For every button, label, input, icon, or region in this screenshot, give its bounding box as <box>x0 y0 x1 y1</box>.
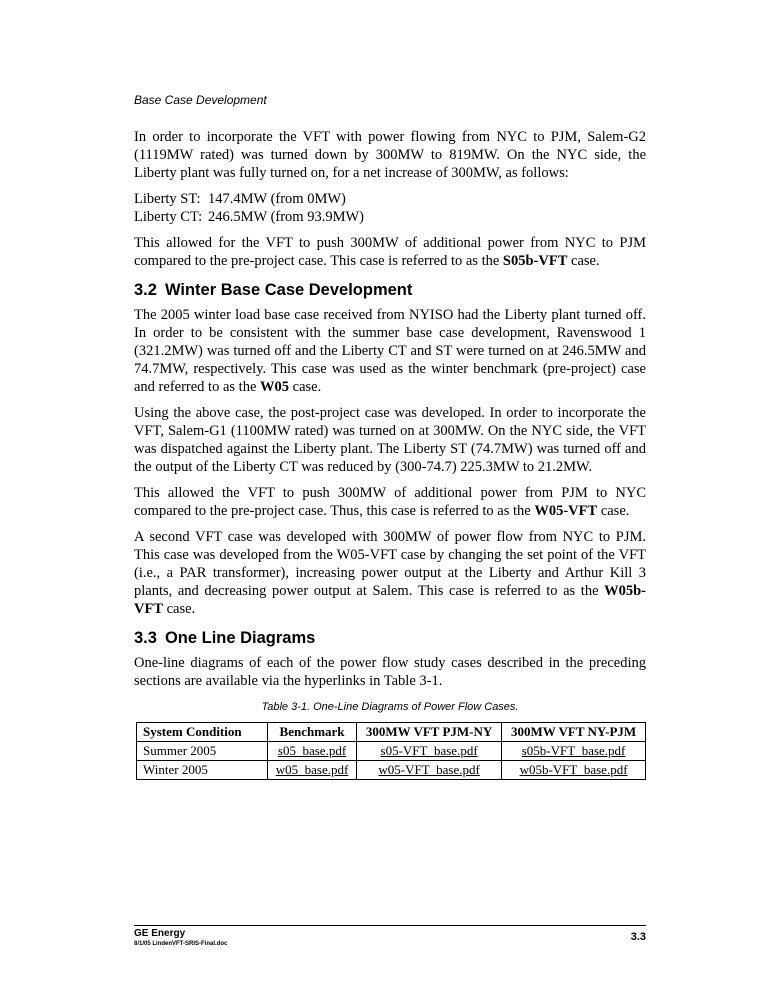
ny-pjm-link-cell <box>502 761 646 780</box>
footer-left <box>134 928 227 948</box>
benchmark-link-cell <box>268 761 357 780</box>
spec-label: Liberty CT: <box>134 209 203 225</box>
section-number: 3.2 <box>134 281 157 299</box>
paragraph-text: case. <box>567 253 600 269</box>
section-heading-3-2 <box>134 280 646 300</box>
spec-value: 147.4MW (from 0MW) <box>208 191 346 207</box>
system-condition-cell: Summer 2005 <box>137 742 268 761</box>
pdf-link[interactable]: s05b-VFT_base.pdf <box>521 743 626 758</box>
spec-value: 246.5MW (from 93.9MW) <box>208 209 364 225</box>
pdf-link[interactable]: w05_base.pdf <box>275 762 349 777</box>
case-name: S05b-VFT <box>502 253 568 269</box>
pdf-link[interactable]: s05-VFT_base.pdf <box>380 743 478 758</box>
table-row <box>137 761 646 780</box>
spec-row <box>134 208 646 226</box>
section-title: Winter Base Case Development <box>164 281 413 299</box>
s05b-paragraph <box>134 234 646 270</box>
winter-paragraph-2: Using the above case, the post-project case was developed. In order to incorporate the VFT, Salem-G1 (1100MW rated) was turned on at 300MW. On the NYC side, the VFT was dispatched against the Liberty plant. The Liberty ST (74.7MW) was turned off and the output of the Liberty CT was reduced by (300-74.7) 225.3MW to 21.2MW. <box>134 405 646 475</box>
column-header: Benchmark <box>268 723 357 742</box>
paragraph-text: This allowed the VFT to push 300MW of additional power from PJM to NYC compared to the pre-project case. Thus, this case is referred to as the <box>134 485 646 519</box>
running-header: Base Case Development <box>134 93 267 107</box>
case-name: W05b-VFT <box>134 583 646 617</box>
pjm-ny-link-cell <box>357 742 502 761</box>
winter-paragraph-1 <box>134 306 646 396</box>
pdf-link[interactable]: w05b-VFT_base.pdf <box>519 762 628 777</box>
table-header-row <box>137 723 646 742</box>
paragraph-text: The 2005 winter load base case received from NYISO had the Liberty plant turned off. In order to be consistent with the summer base case development, Ravenswood 1 (321.2MW) was turned off and the Liberty CT and ST were turned on at 246.5MW and 74.7MW, respectively. This case was used as the winter benchmark (pre-project) case and referred to as the <box>134 307 646 395</box>
pdf-link[interactable]: w05-VFT_base.pdf <box>378 762 480 777</box>
winter-paragraph-4 <box>134 528 646 618</box>
table-caption: Table 3-1. One-Line Diagrams of Power Flow Cases. <box>261 701 519 713</box>
pjm-ny-link-cell <box>357 761 502 780</box>
column-header: System Condition <box>137 723 268 742</box>
liberty-output-list <box>134 190 646 226</box>
paragraph-text: case. <box>597 503 630 519</box>
column-header: 300MW VFT NY-PJM <box>502 723 646 742</box>
spec-row <box>134 190 646 208</box>
one-line-paragraph: One-line diagrams of each of the power flow study cases described in the preceding sections are available via the hyperlinks in Table 3-1. <box>134 655 646 689</box>
footer-filename: 8/1/05 LindenVFT-SRIS-Final.doc <box>134 941 228 947</box>
case-name: W05 <box>260 379 290 395</box>
benchmark-link-cell <box>268 742 357 761</box>
one-line-diagrams-table <box>136 722 646 780</box>
page-number: 3.3 <box>630 931 646 943</box>
paragraph-text: case. <box>289 379 322 395</box>
winter-paragraph-3 <box>134 484 646 520</box>
paragraph-text: This allowed for the VFT to push 300MW of additional power from NYC to PJM compared to the pre-project case. This case is referred to as the <box>134 235 646 269</box>
system-condition-cell: Winter 2005 <box>137 761 268 780</box>
body-text <box>134 128 646 780</box>
section-number: 3.3 <box>134 629 157 647</box>
footer-rule <box>134 925 646 926</box>
intro-paragraph: In order to incorporate the VFT with power flowing from NYC to PJM, Salem-G2 (1119MW rated) was turned down by 300MW to 819MW. On the NYC side, the Liberty plant was fully turned on, for a net increase of 300MW, as follows: <box>134 129 646 181</box>
paragraph-text: A second VFT case was developed with 300MW of power flow from NYC to PJM. This case was developed from the W05-VFT case by changing the set point of the VFT (i.e., a PAR transformer), increasing power output at the Liberty and Arthur Kill 3 plants, and decreasing power output at Salem. This case is referred to as the <box>134 529 646 599</box>
case-name: W05-VFT <box>534 503 598 519</box>
ny-pjm-link-cell <box>502 742 646 761</box>
paragraph-text: case. <box>163 601 196 617</box>
section-heading-3-3 <box>134 628 646 648</box>
table-row <box>137 742 646 761</box>
footer-company: GE Energy <box>134 928 186 939</box>
section-title: One Line Diagrams <box>164 629 316 647</box>
column-header: 300MW VFT PJM-NY <box>357 723 502 742</box>
spec-label: Liberty ST: <box>134 191 201 207</box>
pdf-link[interactable]: s05_base.pdf <box>277 743 347 758</box>
